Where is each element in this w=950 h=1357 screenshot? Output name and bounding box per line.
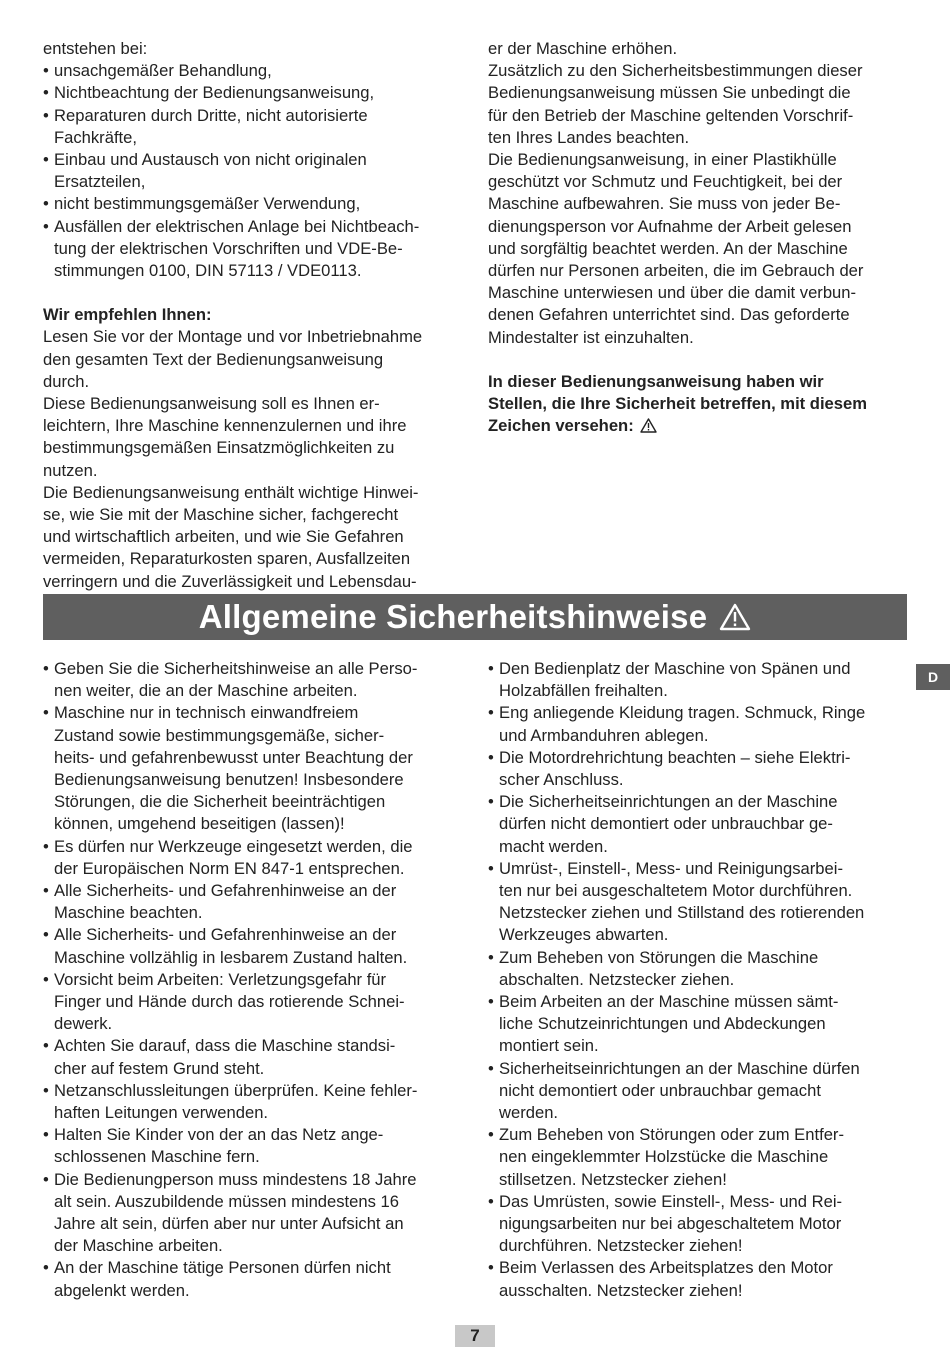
bullet-item-line xyxy=(43,702,468,724)
text-line xyxy=(488,880,913,902)
top-right-column xyxy=(488,38,913,437)
line-text: Einbau und Austausch von nicht originalen xyxy=(54,150,367,170)
line-text: Den Bedienplatz der Maschine von Spänen und xyxy=(499,659,851,678)
bullet-item-line xyxy=(43,60,468,82)
text-line xyxy=(43,747,468,769)
text-line xyxy=(488,1280,913,1302)
line-text: An der Maschine tätige Personen dürfen nicht xyxy=(54,1258,391,1278)
bullet-item-line xyxy=(488,702,913,724)
line-text: Beim Verlassen des Arbeitsplatzes den Motor xyxy=(499,1258,833,1278)
line-text: nutzen. xyxy=(43,460,98,480)
text-line xyxy=(43,769,468,791)
line-text: Nichtbeachtung der Bedienungsanweisung, xyxy=(54,83,375,103)
line-text: bestimmungsgemäßen Einsatzmöglichkeiten zu xyxy=(43,438,395,458)
bullet-item-line xyxy=(43,1124,468,1146)
bullet-item-line xyxy=(488,658,913,680)
text-line xyxy=(488,924,913,946)
text-line xyxy=(43,260,468,282)
line-text: Netzanschlussleitungen überprüfen. Keine fehler- xyxy=(54,1080,418,1100)
text-line xyxy=(43,791,468,813)
text-line xyxy=(488,1102,913,1124)
line-text: Vorsicht beim Arbeiten: Verletzungsgefahr für xyxy=(54,969,387,989)
text-line xyxy=(488,1013,913,1035)
text-line xyxy=(43,1102,468,1124)
line-text: verringern und die Zuverlässigkeit und Lebensdau- xyxy=(43,571,417,591)
text-line xyxy=(488,82,913,104)
line-text: Finger und Hände durch das rotierende Schnei- xyxy=(54,992,405,1012)
line-text: nigungsarbeiten nur bei abgeschaltetem Motor xyxy=(499,1214,842,1234)
line-text: Die Sicherheitseinrichtungen an der Maschine xyxy=(499,792,838,812)
text-line xyxy=(43,858,468,880)
warning-triangle-icon xyxy=(719,603,751,631)
line-text: dürfen nicht demontiert oder unbrauchbar ge- xyxy=(499,814,833,834)
line-text: abgelenkt werden. xyxy=(54,1280,190,1300)
text-line xyxy=(43,393,468,415)
bullet-item-line xyxy=(488,1191,913,1213)
bullet-item-line xyxy=(488,791,913,813)
text-line xyxy=(43,482,468,504)
line-text: Maschine aufbewahren. Sie muss von jeder Be- xyxy=(488,194,841,214)
bullet-item-line xyxy=(43,924,468,946)
language-tab: D xyxy=(916,664,950,690)
line-text: Jahre alt sein, dürfen aber nur unter Aufsicht an xyxy=(54,1214,404,1234)
bullet-item-line xyxy=(488,858,913,880)
line-text: Bedienungsanweisung müssen Sie unbedingt die xyxy=(488,83,851,103)
line-text: stimmungen 0100, DIN 57113 / VDE0113. xyxy=(54,261,362,281)
line-text: nicht demontiert oder unbrauchbar gemacht xyxy=(499,1080,821,1100)
text-line xyxy=(488,60,913,82)
line-text: abschalten. Netzstecker ziehen. xyxy=(499,969,735,989)
text-line xyxy=(43,326,468,348)
bullet-item-line xyxy=(43,1169,468,1191)
text-line xyxy=(488,902,913,924)
line-text: schlossenen Maschine fern. xyxy=(54,1147,260,1167)
text-line xyxy=(43,813,468,835)
text-line xyxy=(43,680,468,702)
line-text: Wir empfehlen Ihnen: xyxy=(43,305,212,325)
page-number: 7 xyxy=(455,1325,495,1347)
text-line xyxy=(43,1280,468,1302)
text-line xyxy=(488,1146,913,1168)
bullet-item-line xyxy=(488,947,913,969)
bullet-item-line xyxy=(43,105,468,127)
line-text: Das Umrüsten, sowie Einstell-, Mess- und Rei- xyxy=(499,1191,843,1211)
text-line xyxy=(43,171,468,193)
line-text: Achten Sie darauf, dass die Maschine standsi- xyxy=(54,1036,396,1056)
line-text: den gesamten Text der Bedienungsanweisung xyxy=(43,349,384,369)
paragraph-gap xyxy=(43,282,468,304)
line-text: entstehen bei: xyxy=(43,39,148,58)
text-line xyxy=(43,38,468,60)
bullet-item-line xyxy=(488,991,913,1013)
bullet-item-line xyxy=(43,193,468,215)
line-text: Die Bedienungperson muss mindestens 18 Jahre xyxy=(54,1169,417,1189)
line-text: In dieser Bedienungsanweisung haben wir xyxy=(488,371,824,391)
line-text: er der Maschine erhöhen. xyxy=(488,39,678,58)
line-text: Maschine unterwiesen und über die damit verbun- xyxy=(488,283,857,303)
line-text: Ausfällen der elektrischen Anlage bei Nichtbeach- xyxy=(54,216,420,236)
bullet-item-line xyxy=(488,747,913,769)
warning-triangle-icon xyxy=(640,418,657,433)
line-text: Halten Sie Kinder von der an das Netz ange- xyxy=(54,1125,384,1145)
line-text: werden. xyxy=(499,1103,559,1123)
line-text: heits- und gefahrenbewusst unter Beachtung der xyxy=(54,747,413,767)
bold-text-line xyxy=(488,393,913,415)
line-text: denen Gefahren unterrichtet sind. Das geforderte xyxy=(488,305,850,325)
text-line xyxy=(43,415,468,437)
text-line xyxy=(43,725,468,747)
line-text: se, wie Sie mit der Maschine sicher, fachgerecht xyxy=(43,505,399,525)
line-text: nicht bestimmungsgemäßer Verwendung, xyxy=(54,194,361,214)
text-line xyxy=(43,1191,468,1213)
line-text: Alle Sicherheits- und Gefahrenhinweise an der xyxy=(54,925,397,945)
line-text: können, umgehend beseitigen (lassen)! xyxy=(54,814,345,834)
line-text: vermeiden, Reparaturkosten sparen, Ausfallzeiten xyxy=(43,549,411,569)
line-text: haften Leitungen verwenden. xyxy=(54,1103,269,1123)
line-text: Maschine vollzählig in lesbarem Zustand halten. xyxy=(54,947,408,967)
line-text: Die Bedienungsanweisung enthält wichtige Hinwei- xyxy=(43,482,419,502)
section-title: Allgemeine Sicherheitshinweise xyxy=(198,597,708,635)
text-line xyxy=(43,991,468,1013)
text-line xyxy=(43,1213,468,1235)
text-line xyxy=(488,327,913,349)
line-text: Holzabfällen freihalten. xyxy=(499,681,668,701)
line-text: Stellen, die Ihre Sicherheit betreffen, mit diesem xyxy=(488,394,867,414)
text-line xyxy=(43,371,468,393)
text-line xyxy=(488,1035,913,1057)
text-line xyxy=(43,548,468,570)
top-left-column xyxy=(43,38,468,593)
text-line xyxy=(488,969,913,991)
bullet-item-line xyxy=(488,1058,913,1080)
text-line xyxy=(43,504,468,526)
line-text: alt sein. Auszubildende müssen mindestens 16 xyxy=(54,1191,399,1211)
line-text: Werkzeuges abwarten. xyxy=(499,925,669,945)
text-line xyxy=(488,1080,913,1102)
bold-text-line xyxy=(43,304,468,326)
line-text: Lesen Sie vor der Montage und vor Inbetriebnahme xyxy=(43,327,423,347)
text-line xyxy=(488,105,913,127)
bullet-item-line xyxy=(43,658,468,680)
line-text: macht werden. xyxy=(499,836,608,856)
line-text: Reparaturen durch Dritte, nicht autorisierte xyxy=(54,105,368,125)
line-text: Störungen, die die Sicherheit beeinträchtigen xyxy=(54,792,386,812)
text-line xyxy=(43,1013,468,1035)
bottom-left-column xyxy=(43,658,468,1302)
line-text: Geben Sie die Sicherheitshinweise an alle Perso- xyxy=(54,659,418,678)
line-text: Maschine nur in technisch einwandfreiem xyxy=(54,703,359,723)
line-text: unsachgemäßer Behandlung, xyxy=(54,61,272,81)
text-line xyxy=(43,1058,468,1080)
bullet-item-line xyxy=(43,1257,468,1279)
bullet-item-line xyxy=(43,836,468,858)
text-line xyxy=(488,1235,913,1257)
line-text: Diese Bedienungsanweisung soll es Ihnen er- xyxy=(43,394,380,414)
line-text: leichtern, Ihre Maschine kennenzulernen und ihre xyxy=(43,416,407,436)
line-text: Zum Beheben von Störungen oder zum Entfer- xyxy=(499,1125,844,1145)
line-text: cher auf festem Grund steht. xyxy=(54,1058,265,1078)
bold-text-line xyxy=(488,415,913,437)
line-text: dürfen nur Personen arbeiten, die im Gebrauch der xyxy=(488,261,864,281)
line-text: Beim Arbeiten an der Maschine müssen sämt- xyxy=(499,992,839,1012)
text-line xyxy=(488,1213,913,1235)
bullet-item-line xyxy=(43,969,468,991)
text-line xyxy=(488,725,913,747)
text-line xyxy=(488,813,913,835)
line-text: geschützt vor Schmutz und Feuchtigkeit, bei der xyxy=(488,172,843,192)
text-line xyxy=(43,526,468,548)
paragraph-gap xyxy=(488,349,913,371)
bullet-item-line xyxy=(43,880,468,902)
line-text: für den Betrieb der Maschine geltenden Vorschrif- xyxy=(488,105,854,125)
bullet-item-line xyxy=(43,82,468,104)
text-line xyxy=(488,282,913,304)
text-line xyxy=(43,1146,468,1168)
text-line xyxy=(488,216,913,238)
line-text: Die Bedienungsanweisung, in einer Plastikhülle xyxy=(488,150,837,170)
text-line xyxy=(488,171,913,193)
bullet-item-line xyxy=(43,149,468,171)
text-line xyxy=(43,571,468,593)
line-text: Sicherheitseinrichtungen an der Maschine dürfen xyxy=(499,1058,860,1078)
bullet-item-line xyxy=(43,216,468,238)
line-text: der Europäischen Norm EN 847-1 entsprechen. xyxy=(54,858,405,878)
line-text: liche Schutzeinrichtungen und Abdeckungen xyxy=(499,1014,826,1034)
line-text: Zeichen versehen: xyxy=(488,416,634,436)
line-text: Die Motordrehrichtung beachten – siehe Elektri- xyxy=(499,747,851,767)
text-line xyxy=(488,1169,913,1191)
line-text: und wirtschaftlich arbeiten, und wie Sie Gefahren xyxy=(43,527,404,547)
line-text: Zustand sowie bestimmungsgemäße, sicher- xyxy=(54,725,385,745)
text-line xyxy=(488,260,913,282)
bold-text-line xyxy=(488,371,913,393)
text-line xyxy=(43,1235,468,1257)
line-text: Zum Beheben von Störungen die Maschine xyxy=(499,947,819,967)
line-text: tung der elektrischen Vorschriften und VDE-Be- xyxy=(54,238,403,258)
text-line xyxy=(488,680,913,702)
line-text: scher Anschluss. xyxy=(499,770,624,790)
line-text: ausschalten. Netzstecker ziehen! xyxy=(499,1280,743,1300)
line-text: nen eingeklemmter Holzstücke die Maschine xyxy=(499,1147,829,1167)
text-line xyxy=(488,193,913,215)
line-text: Alle Sicherheits- und Gefahrenhinweise an der xyxy=(54,881,397,901)
line-text: und sorgfältig beachtet werden. An der Maschine xyxy=(488,238,848,258)
text-line xyxy=(488,38,913,60)
line-text: ten nur bei ausgeschaltetem Motor durchführen. xyxy=(499,881,853,901)
line-text: Netzstecker ziehen und Stillstand des rotierenden xyxy=(499,903,865,923)
line-text: und Armbanduhren ablegen. xyxy=(499,725,709,745)
text-line xyxy=(488,769,913,791)
line-text: ten Ihres Landes beachten. xyxy=(488,127,690,147)
line-text: Zusätzlich zu den Sicherheitsbestimmungen dieser xyxy=(488,61,863,81)
line-text: Fachkräfte, xyxy=(54,127,138,147)
line-text: Umrüst-, Einstell-, Mess- und Reinigungsarbei- xyxy=(499,858,843,878)
text-line xyxy=(43,349,468,371)
bullet-item-line xyxy=(488,1124,913,1146)
line-text: montiert sein. xyxy=(499,1036,599,1056)
line-text: durch. xyxy=(43,371,90,391)
text-line xyxy=(43,460,468,482)
line-text: Maschine beachten. xyxy=(54,903,203,923)
section-banner xyxy=(43,594,907,640)
line-text: stillsetzen. Netzstecker ziehen! xyxy=(499,1169,727,1189)
line-text: nen weiter, die an der Maschine arbeiten. xyxy=(54,681,358,701)
text-line xyxy=(43,947,468,969)
line-text: Mindestalter ist einzuhalten. xyxy=(488,327,694,347)
bullet-item-line xyxy=(43,1080,468,1102)
line-text: der Maschine arbeiten. xyxy=(54,1236,223,1256)
text-line xyxy=(488,149,913,171)
bullet-item-line xyxy=(488,1257,913,1279)
bottom-right-column xyxy=(488,658,913,1302)
text-line xyxy=(488,127,913,149)
text-line xyxy=(488,238,913,260)
bullet-item-line xyxy=(43,1035,468,1057)
text-line xyxy=(43,902,468,924)
line-text: Eng anliegende Kleidung tragen. Schmuck, Ringe xyxy=(499,703,866,723)
line-text: Es dürfen nur Werkzeuge eingesetzt werden, die xyxy=(54,836,413,856)
text-line xyxy=(43,437,468,459)
text-line xyxy=(43,127,468,149)
line-text: durchführen. Netzstecker ziehen! xyxy=(499,1236,743,1256)
line-text: dewerk. xyxy=(54,1014,113,1034)
line-text: Bedienungsanweisung benutzen! Insbesondere xyxy=(54,770,404,790)
line-text: dienungsperson vor Aufnahme der Arbeit gelesen xyxy=(488,216,852,236)
text-line xyxy=(488,836,913,858)
text-line xyxy=(43,238,468,260)
text-line xyxy=(488,304,913,326)
line-text: Ersatzteilen, xyxy=(54,172,146,192)
